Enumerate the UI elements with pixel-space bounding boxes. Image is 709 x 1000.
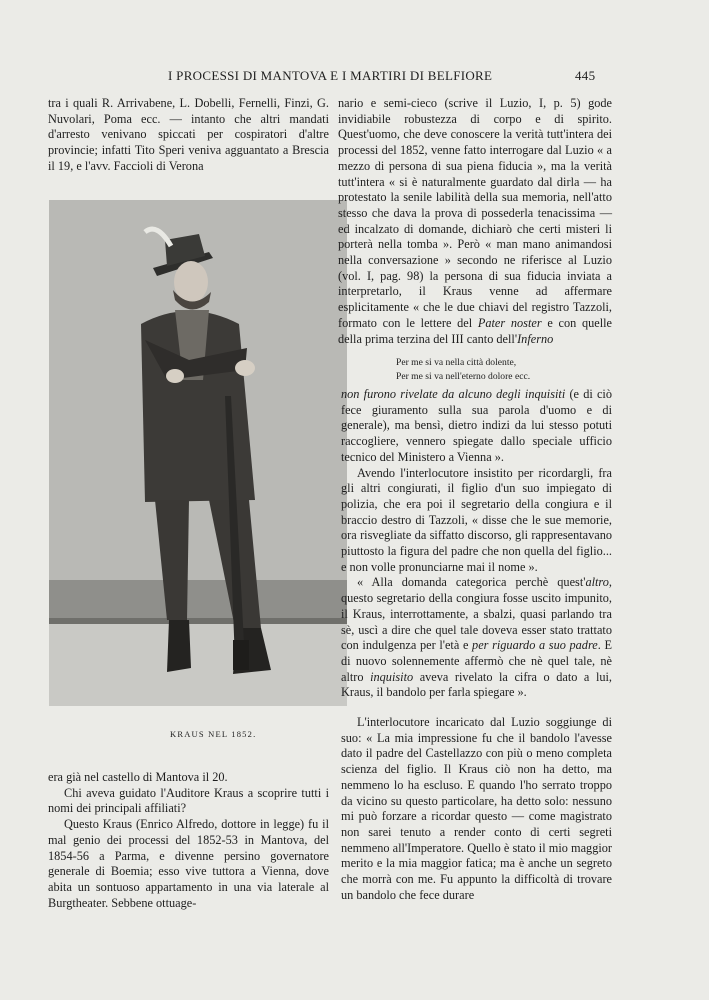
right-column-bottom (341, 715, 612, 903)
page-number: 445 (575, 68, 596, 83)
right-column-top (338, 96, 612, 347)
text-run: . E di nuovo solennemente affermò che nè quel tale, nè altro (341, 638, 612, 684)
paragraph: tra i quali R. Arrivabene, L. Dobelli, Fernelli, Finzi, G. Nuvolari, Poma ecc. — intanto che altri mandati d'arresto venivano spiccati per cospiratori d'altre provincie; infatti Tito Speri veniva agguantato a Brescia il 19, e l'avv. Faccioli di Verona (48, 96, 329, 173)
italic-lead: non furono rivelate da alcuno degli inquisiti (341, 387, 566, 401)
paragraph (338, 96, 612, 347)
figure-caption: KRAUS NEL 1852. (170, 729, 257, 739)
italic-altro: altro (585, 575, 609, 590)
paragraph: Chi aveva guidato l'Auditore Kraus a scoprire tutti i nomi dei principali affiliati? (48, 785, 329, 816)
paragraph: era già nel castello di Mantova il 20. (48, 770, 228, 784)
paragraph (341, 387, 612, 466)
quote-line: Per me si va nella città dolente, (396, 357, 517, 368)
italic-pater-noster: Pater noster (477, 315, 542, 330)
running-title: I PROCESSI DI MANTOVA E I MARTIRI DI BELFIORE (168, 68, 493, 83)
text-run: « Alla domanda categorica perchè quest' (357, 575, 586, 590)
italic-riguardo: per riguardo a suo padre (472, 638, 598, 653)
text-run: aveva rivelato la cifra o dato a lui, Kraus, il bandolo per farla spiegare ». (341, 669, 612, 700)
dante-quote (396, 356, 626, 384)
text-run: e con quelle della prima terzina del III canto dell' (338, 315, 613, 346)
paragraph: L'interlocutore incaricato dal Luzio soggiunge di suo: « La mia impressione fu che il bandolo l'avesse dato il padre del Castellazzo con più o meno completa scienza del figlio. Il Kraus ciò non ha detto, ma nemmeno lo ha escluso. E quando l'ho serrato troppo da vicino su questo particolare, ha detto solo: nessuno mi può forzare a ricordar questo — come magistrato non sarei tenuto a render conto di certi segreti nemmeno all'Imperatore. Quello è stato il mio maggior merito e la mia maggior fatica; ma è anche un segreto che morrà con me. Fu appunto la difficoltà di trovare un bandolo che fece durare (341, 715, 612, 902)
text-run: , questo segretario della congiura fosse uscito impunito, il Kraus, interrottamente, a sbalzi, quasi parlando tra sè, uscì a dire che quel tale doveva esser stato trattato con indulgenza per l'età e (341, 575, 612, 653)
paragraph (341, 575, 612, 701)
paragraph: Questo Kraus (Enrico Alfredo, dottore in legge) fu il mal genio dei processi del 1852-53 in Mantova, del 1854-56 a Parma, e divenne persino governatore generale di Boemia; esso vive tuttora a Vienna, dove abita un sontuoso appartamento in una via laterale al Burgtheater. Sebbene ottuage- (48, 817, 329, 910)
text-run: (e di ciò fece giuramento sulla sua parola d'uomo e di generale), ma bensì, dietro indizi da lui stesso potuti raccogliere, vennero spiegate dallo speciale ufficio tecnico del Ministero a Vienna ». (341, 387, 612, 464)
text-run: nario e semi-cieco (scrive il Luzio, I, p. 5) gode invidiabile robustezza di corpo e di spirito. Quest'uomo, che deve conoscere la verità tutt'intera dei processi del 1852, venne fatto interrogare dal Luzio « a mezzo di persona di sua piena fiducia », ma la verità tutt'intera « si è naturalmente guardato dal dirla — ha protestato la senile labilità della sua memoria, nell'atto stesso che dava la prova di possederla tenacissima — ed incalzato di domande, dichiarò che certi misteri li porterà nella tomba ». Però « man mano animandosi nella conversazione » secondo ne riferisce al Luzio (vol. I, pag. 98) la persona di sua fiducia inviata a interpretarlo, il Kraus venne ad affermare esplicitamente « che le due chiavi del registro Tazzoli, formato con le lettere del (338, 96, 612, 330)
portrait-illustration (49, 200, 347, 706)
italic-inquisito: inquisito (370, 669, 414, 684)
left-column-top (48, 96, 329, 175)
kraus-portrait-photo (49, 200, 347, 706)
right-column-middle (341, 387, 612, 701)
left-column-bottom (48, 770, 329, 911)
paragraph: Avendo l'interlocutore insistito per ricordargli, fra gli altri congiurati, il figlio d'un suo impiegato di polizia, che era poi il segretario della congiura e il braccio destro di Tazzoli, « disse che le sue memorie, ora risvegliate da siffatto discorso, gli rappresentavano piuttosto la figura del padre che non quella del figlio... e non volle pronunciarne mai il nome ». (341, 465, 612, 574)
quote-line: Per me si va nell'eterno dolore ecc. (396, 371, 531, 382)
italic-inferno: Inferno (517, 331, 554, 346)
